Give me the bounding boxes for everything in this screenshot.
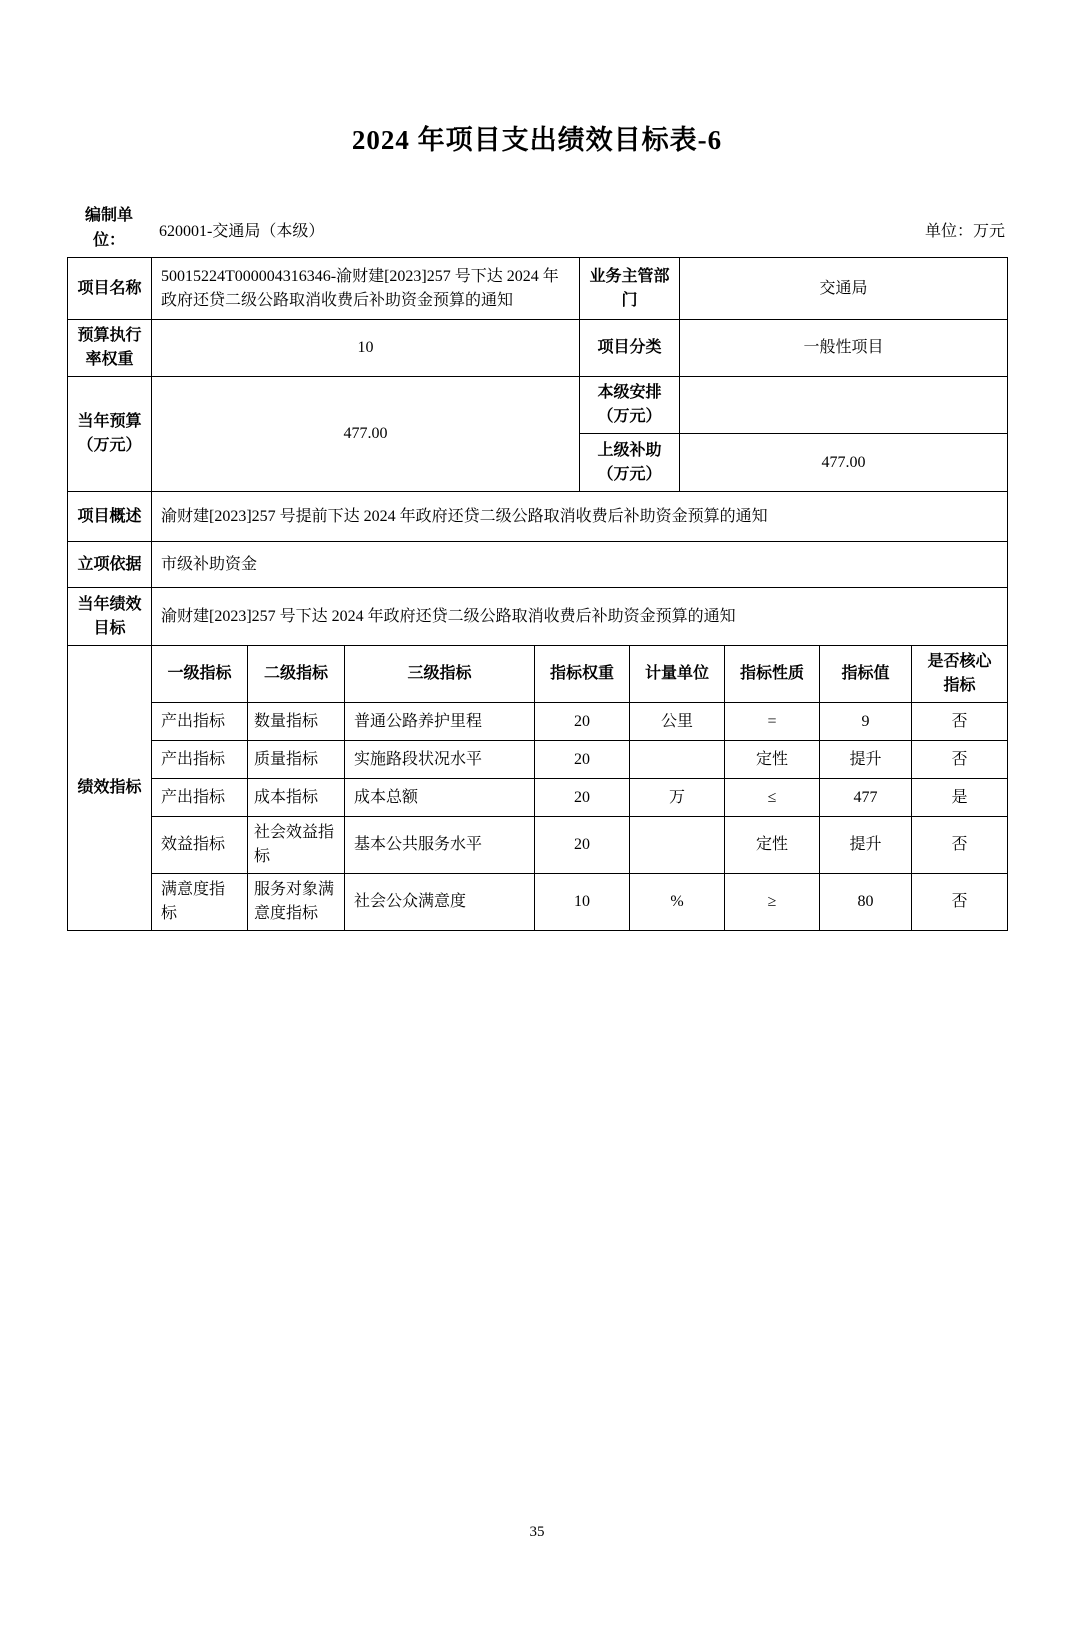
indicator-level1: 满意度指标	[152, 874, 248, 931]
indicator-level1: 效益指标	[152, 817, 248, 874]
project-name-value: 50015224T000004316346-渝财建[2023]257 号下达 2024 年政府还贷二级公路取消收费后补助资金预算的通知	[152, 258, 580, 320]
indicator-value: 9	[820, 703, 912, 741]
indicator-property: 定性	[725, 741, 820, 779]
indicator-value: 提升	[820, 817, 912, 874]
project-info-table	[67, 257, 1008, 646]
prep-unit-label: 编制单位：	[84, 207, 133, 249]
indicator-value: 提升	[820, 741, 912, 779]
indicator-weight: 20	[535, 779, 630, 817]
indicator-row	[68, 741, 1008, 779]
category-label: 项目分类	[580, 320, 680, 377]
prep-unit-value: 620001-交通局（本级）	[159, 222, 325, 240]
goal-label: 当年绩效目标	[68, 588, 152, 646]
indicator-row	[68, 779, 1008, 817]
indicator-unit	[630, 817, 725, 874]
indicator-value: 477	[820, 779, 912, 817]
annual-budget-value: 477.00	[152, 377, 580, 492]
basis-label: 立项依据	[68, 542, 152, 588]
indicator-property: =	[725, 703, 820, 741]
dept-label: 业务主管部门	[580, 258, 680, 320]
header-level3: 三级指标	[345, 646, 535, 703]
header-property: 指标性质	[725, 646, 820, 703]
indicator-level2: 数量指标	[248, 703, 345, 741]
header-value: 指标值	[820, 646, 912, 703]
row-goal	[68, 588, 1008, 646]
goal-value: 渝财建[2023]257 号下达 2024 年政府还贷二级公路取消收费后补助资金预算的通知	[152, 588, 1008, 646]
indicator-core: 否	[912, 703, 1008, 741]
sheet	[67, 201, 1007, 931]
superior-subsidy-value: 477.00	[680, 434, 1008, 492]
prep-unit-row	[67, 201, 1007, 257]
indicator-property: ≤	[725, 779, 820, 817]
indicator-unit: 公里	[630, 703, 725, 741]
indicator-level2: 成本指标	[248, 779, 345, 817]
page-number: 35	[529, 1524, 545, 1540]
basis-value: 市级补助资金	[152, 542, 1008, 588]
row-budget-exec	[68, 320, 1008, 377]
indicators-section-label: 绩效指标	[68, 646, 152, 931]
indicator-level3: 成本总额	[345, 779, 535, 817]
page-title: 2024 年项目支出绩效目标表-6	[351, 125, 723, 155]
indicator-level1: 产出指标	[152, 703, 248, 741]
indicator-core: 是	[912, 779, 1008, 817]
indicator-level1: 产出指标	[152, 779, 248, 817]
overview-value: 渝财建[2023]257 号提前下达 2024 年政府还贷二级公路取消收费后补助资金预算的通知	[152, 492, 1008, 542]
indicator-value: 80	[820, 874, 912, 931]
category-value: 一般性项目	[680, 320, 1008, 377]
indicator-unit	[630, 741, 725, 779]
row-project-name	[68, 258, 1008, 320]
indicator-core: 否	[912, 741, 1008, 779]
indicator-weight: 20	[535, 703, 630, 741]
indicator-core: 否	[912, 817, 1008, 874]
indicator-weight: 10	[535, 874, 630, 931]
header-level1: 一级指标	[152, 646, 248, 703]
indicator-property: 定性	[725, 817, 820, 874]
indicator-level3: 实施路段状况水平	[345, 741, 535, 779]
document-page	[0, 118, 1074, 1540]
indicator-unit: 万	[630, 779, 725, 817]
indicator-row	[68, 874, 1008, 931]
row-overview	[68, 492, 1008, 542]
indicator-core: 否	[912, 874, 1008, 931]
budget-exec-value: 10	[152, 320, 580, 377]
currency-note: 单位：万元	[924, 222, 1005, 240]
indicator-level2: 服务对象满意度指标	[248, 874, 345, 931]
indicators-table	[67, 645, 1008, 931]
project-name-label: 项目名称	[68, 258, 152, 320]
header-level2: 二级指标	[248, 646, 345, 703]
indicator-row	[68, 817, 1008, 874]
indicator-level3: 普通公路养护里程	[345, 703, 535, 741]
indicator-property: ≥	[725, 874, 820, 931]
indicators-header-row	[68, 646, 1008, 703]
row-basis	[68, 542, 1008, 588]
local-arrangement-label: 本级安排（万元）	[580, 377, 680, 434]
row-annual-budget-1	[68, 377, 1008, 434]
header-unit: 计量单位	[630, 646, 725, 703]
indicator-unit: %	[630, 874, 725, 931]
indicator-level2: 质量指标	[248, 741, 345, 779]
overview-label: 项目概述	[68, 492, 152, 542]
header-weight: 指标权重	[535, 646, 630, 703]
indicator-level1: 产出指标	[152, 741, 248, 779]
annual-budget-label: 当年预算（万元）	[68, 377, 152, 492]
indicator-weight: 20	[535, 741, 630, 779]
header-core: 是否核心指标	[912, 646, 1008, 703]
dept-value: 交通局	[680, 258, 1008, 320]
indicator-weight: 20	[535, 817, 630, 874]
indicator-level3: 基本公共服务水平	[345, 817, 535, 874]
superior-subsidy-label: 上级补助（万元）	[580, 434, 680, 492]
indicator-level3: 社会公众满意度	[345, 874, 535, 931]
budget-exec-label: 预算执行率权重	[68, 320, 152, 377]
indicator-row	[68, 703, 1008, 741]
local-arrangement-value	[680, 377, 1008, 434]
indicator-level2: 社会效益指标	[248, 817, 345, 874]
